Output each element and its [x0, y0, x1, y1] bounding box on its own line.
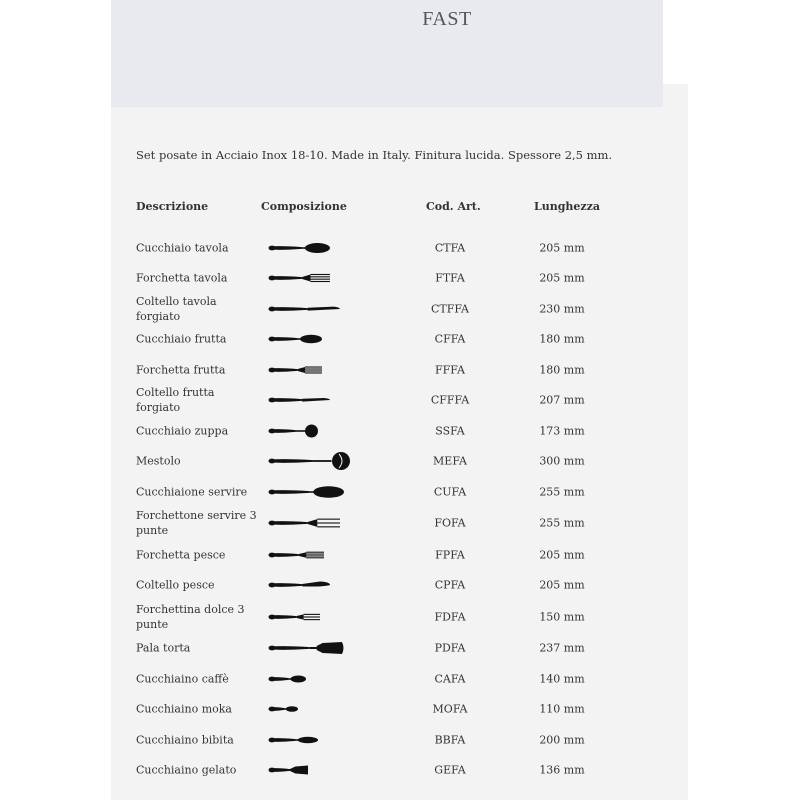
row-code: MOFA: [432, 702, 468, 716]
row-length: 237 mm: [539, 641, 585, 655]
table-row: [0, 295, 800, 323]
row-length: 200 mm: [539, 733, 585, 747]
row-code: PDFA: [434, 641, 466, 655]
row-length: 136 mm: [539, 763, 585, 777]
row-length: 180 mm: [539, 332, 585, 346]
header-composition: Composizione: [261, 200, 347, 213]
row-length: 180 mm: [539, 363, 585, 377]
fork-icon: [268, 509, 358, 537]
table-row: [0, 386, 800, 414]
page-title: FAST: [422, 8, 472, 30]
knife-icon: [268, 295, 358, 323]
row-description: Mestolo: [136, 454, 181, 468]
header-length: Lunghezza: [534, 200, 601, 213]
table-row: [0, 726, 800, 754]
row-code: CUFA: [433, 485, 467, 499]
row-code: FDFA: [434, 610, 466, 624]
ladle-icon: [268, 447, 358, 475]
row-description: Forchetta tavola: [136, 271, 228, 285]
spoon-icon: [268, 665, 358, 693]
row-description: Cucchiaio zuppa: [136, 424, 229, 438]
row-length: 255 mm: [539, 485, 585, 499]
table-row: [0, 665, 800, 693]
row-length: 300 mm: [539, 454, 585, 468]
row-description: Cucchiaio frutta: [136, 332, 227, 346]
row-description: Coltello frutta forgiato: [136, 386, 215, 414]
row-description: Forchettina dolce 3 punte: [136, 603, 245, 631]
row-code: CTFA: [434, 241, 466, 255]
row-code: SSFA: [435, 424, 465, 438]
row-length: 110 mm: [539, 702, 585, 716]
table-row: [0, 603, 800, 631]
row-code: MEFA: [433, 454, 467, 468]
row-code: FFFA: [435, 363, 465, 377]
fish-fork-icon: [268, 541, 358, 569]
row-description: Coltello tavola forgiato: [136, 295, 217, 323]
row-length: 140 mm: [539, 672, 585, 686]
row-code: FOFA: [434, 516, 466, 530]
row-description: Cucchiaino gelato: [136, 763, 237, 777]
row-code: FTFA: [435, 271, 465, 285]
row-length: 205 mm: [539, 271, 585, 285]
row-code: CFFFA: [430, 393, 470, 407]
table-row: [0, 264, 800, 292]
fork-icon: [268, 603, 358, 631]
row-length: 205 mm: [539, 548, 585, 562]
table-row: [0, 695, 800, 723]
row-description: Cucchiaione servire: [136, 485, 248, 499]
row-description: Forchetta pesce: [136, 548, 226, 562]
spoon-icon: [268, 478, 358, 506]
cake-server-icon: [268, 634, 358, 662]
fish-knife-icon: [268, 571, 358, 599]
spoon-icon: [268, 325, 358, 353]
spoon-icon: [268, 695, 358, 723]
row-length: 230 mm: [539, 302, 585, 316]
row-code: GEFA: [434, 763, 466, 777]
table-row: [0, 234, 800, 262]
row-length: 205 mm: [539, 578, 585, 592]
table-row: [0, 417, 800, 445]
row-description: Cucchiaino moka: [136, 702, 232, 716]
row-length: 205 mm: [539, 241, 585, 255]
row-description: Coltello pesce: [136, 578, 215, 592]
soup-spoon-icon: [268, 417, 358, 445]
row-description: Forchetta frutta: [136, 363, 226, 377]
table-row: [0, 325, 800, 353]
header-description: Descrizione: [136, 200, 209, 213]
table-row: [0, 756, 800, 784]
row-description: Forchettone servire 3 punte: [136, 509, 257, 537]
row-code: CFFA: [434, 332, 466, 346]
row-length: 255 mm: [539, 516, 585, 530]
row-code: CPFA: [434, 578, 466, 592]
fork-icon: [268, 264, 358, 292]
row-code: CTFFA: [430, 302, 469, 316]
row-length: 150 mm: [539, 610, 585, 624]
spoon-icon: [268, 234, 358, 262]
row-code: FPFA: [435, 548, 465, 562]
table-row: [0, 571, 800, 599]
table-row: [0, 447, 800, 475]
row-length: 207 mm: [539, 393, 585, 407]
ice-cream-spoon-icon: [268, 756, 358, 784]
row-description: Cucchiaino bibita: [136, 733, 234, 747]
table-row: [0, 541, 800, 569]
fork-icon: [268, 356, 358, 384]
table-row: [0, 509, 800, 537]
table-row: [0, 634, 800, 662]
row-code: CAFA: [434, 672, 466, 686]
spoon-icon: [268, 726, 358, 754]
product-description: Set posate in Acciaio Inox 18-10. Made in Italy. Finitura lucida. Spessore 2,5 mm.: [136, 148, 613, 162]
knife-icon: [268, 386, 358, 414]
row-description: Pala torta: [136, 641, 191, 655]
row-code: BBFA: [434, 733, 466, 747]
table-row: [0, 356, 800, 384]
row-description: Cucchiaio tavola: [136, 241, 229, 255]
row-length: 173 mm: [539, 424, 585, 438]
row-description: Cucchiaino caffè: [136, 672, 229, 686]
header-code: Cod. Art.: [426, 200, 481, 213]
table-row: [0, 478, 800, 506]
